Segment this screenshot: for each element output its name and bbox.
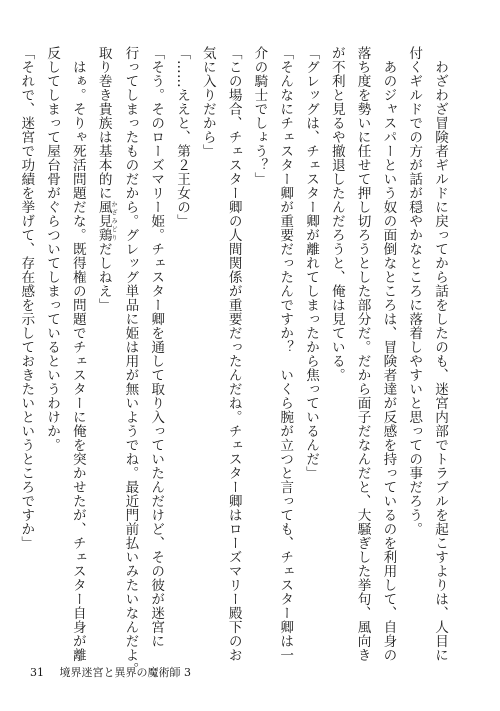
- page-footer: [30, 664, 191, 680]
- page-number: 31: [30, 666, 44, 679]
- text-line-11: 「……ええと、第２王女の」: [174, 46, 191, 228]
- text-line-13: 行ってしまったものだから。グレッグ単品に姫は用が無いようでね。最近門前払いみたいなんだよ。: [122, 46, 139, 676]
- text-line-17: 「それで、迷宮で功績を挙げて、存在感を示しておきたいというところですか」: [18, 46, 35, 550]
- text-line-1: わざわざ冒険者ギルドに戻ってから話をしたのも、迷宮内部でトラブルを起こすよりは、人目に: [432, 59, 448, 662]
- text-line-5: が不利と見るや撤退したんだろうと、俺は見ている。: [328, 46, 345, 382]
- text-line-6: 「グレッグは、チェスター卿が離れてしまったから焦っているんだ」: [303, 46, 320, 480]
- text-line-2: 付くギルドでの方が話が穏やかなところに落着しやすいと思っての事だろう。: [406, 46, 423, 536]
- ruby-annotation: 風見鶏かざみどり: [95, 200, 118, 242]
- text-line-10: 気に入りだから」: [199, 46, 216, 158]
- text-line-8: 介の騎士でしょう？」: [251, 46, 268, 186]
- ruby-reading: かざみどり: [110, 200, 118, 242]
- text-line-15: はぁ。そりゃ死活問題だな。既得権の問題でチェスターに俺を突かせたが、チェスター自身が離: [69, 59, 86, 662]
- text-line-12: 「そう。そのローズマリー姫。チェスター卿を通して取り入っていたんだけど、その彼が迷宮に: [148, 46, 165, 648]
- book-title: 境界迷宮と異界の魔術師 3: [59, 666, 191, 679]
- text-line-4: 落ち度を勢いに任せて押し切ろうとした部分だ。だから面子だなんだと、大騒ぎした挙句、風向き: [354, 46, 371, 662]
- text-line-14: 取り巻き貴族は基本的に風見鶏かざみどりだしねえ」: [95, 46, 118, 312]
- text-line-16: 反してしまって屋台骨がぐらついてしまっているというわけか。: [44, 46, 61, 452]
- text-line-9: 「この場合、チェスター卿の人間関係が重要だったんだね。チェスター卿はローズマリー殿下のお: [225, 46, 242, 662]
- text-line-7: 「そんなにチェスター卿が重要だったんですか？ いくら腕が立つと言っても、チェスター卿は一: [277, 46, 294, 662]
- text-line-3: あのジャスパーという奴の面倒なところは、冒険者達が反感を持っているのを利用して、自身の: [380, 59, 397, 662]
